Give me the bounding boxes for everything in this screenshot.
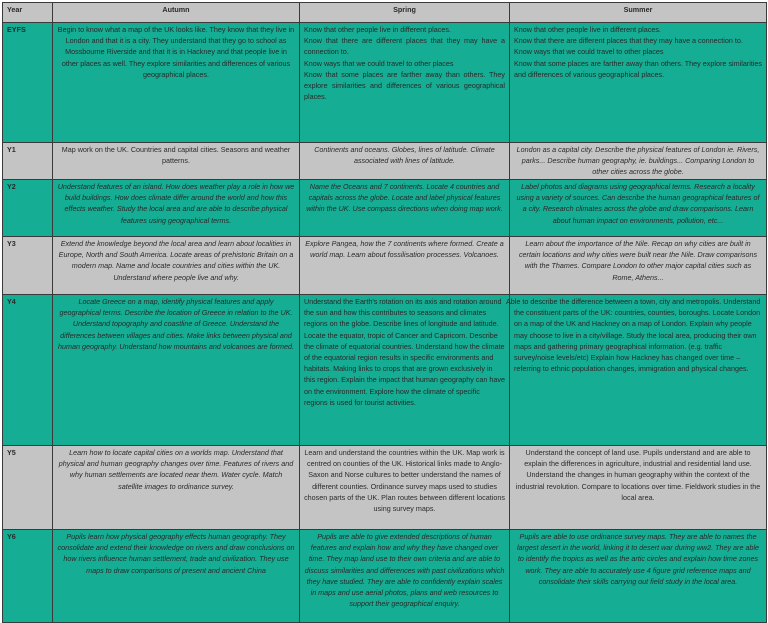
- spring-line: Know that some places are farther away than others. They explore similarities and differences of various geographical places.: [304, 69, 505, 102]
- autumn-cell: Extend the knowledge beyond the local area and learn about localities in Europe, North and South America. Locate areas of prehistoric Britain on a modern map. Name and locate countries and cities within the UK. Understand where people live and why.: [53, 237, 300, 295]
- year-label: Y5: [3, 446, 53, 530]
- year-label: Y6: [3, 530, 53, 623]
- year-label: Y3: [3, 237, 53, 295]
- spring-cell: Explore Pangea, how the 7 continents where formed. Create a world map. Learn about fossilisation processes. Volcanoes.: [300, 237, 510, 295]
- spring-line: Know ways that we could travel to other places: [304, 58, 454, 68]
- summer-line: Know that some places are farther away than others. They explore similarities and differences of various geographical places.: [514, 58, 762, 79]
- spring-cell: Continents and oceans. Globes, lines of latitude. Climate associated with lines of latitude.: [300, 143, 510, 180]
- spring-cell: Understand the Earth's rotation on its axis and rotation around the sun and how this contributes to seasons and climates regions on the globe. Describe lines of longitude and latitude. Locate the equator, tropic of Cancer and Capricorn. Describe the climate of equatorial countries. Understand how the climate of the equatorial region results in specific environments and habitats. Making links to crops that are grown exclusively in this region. Explain the impact that human geography can have on the environment. Explore how the climate of specific regions is used for tourist activities.: [300, 295, 510, 446]
- spring-cell: Learn and understand the countries within the UK. Map work is centred on counties of the UK. Historical links made to Anglo-Saxon and Norse cultures to better understand the names of different counties. Ordinance survey maps used to studies chosen parts of the UK. Plan routes between different locations using survey maps.: [300, 446, 510, 530]
- summer-cell: Pupils are able to use ordinance survey maps. They are able to names the largest desert in the world, linking it to desert war during ww2. They are able to identify the tropics as well as the artic circles and explain how time zones work. They are able to accurately use 4 figure grid reference maps and consolidate their skills carrying out field study in the local area.: [510, 530, 767, 623]
- autumn-cell: Locate Greece on a map, identify physical features and apply geographical terms. Describe the location of Greece in relation to the UK. Understand topography and coastline of Greece. Understand the differences between villages and cities. Make links between physical and human geography. Understand how mountains and volcanoes are formed.: [53, 295, 300, 446]
- table-row-y5: [3, 446, 767, 530]
- summer-line: Know that other people live in different places.: [514, 25, 661, 34]
- summer-cell: [510, 23, 767, 143]
- year-label: Y2: [3, 180, 53, 237]
- summer-line: Know ways that we could travel to other places: [514, 47, 664, 57]
- table-row-y6: [3, 530, 767, 623]
- autumn-cell: Begin to know what a map of the UK looks like. They know that they live in London and that it is a city. They understand that they go to school as Mossbourne Riverside and that it is in Hackney and that people live in other places as well. They explore similarities and differences of various geographical places.: [53, 23, 300, 143]
- spring-cell: [300, 23, 510, 143]
- autumn-cell: Learn how to locate capital cities on a worlds map. Understand that physical and human geography changes over time. Features of rivers and why human settlements are located near them. Water cycle. Match satellite images to ordinance survey.: [53, 446, 300, 530]
- year-label: Y4: [3, 295, 53, 446]
- spring-cell: Pupils are able to give extended descriptions of human features and explain how and why they have changed over time. They map land use to their own criteria and are able to discuss similarities and differences with past civilizations which they have studied. They are able to confidently explain scales in maps and use aerial photos, plans and web resources to support their geographical enquiry.: [300, 530, 510, 623]
- spring-cell: Name the Oceans and 7 continents. Locate 4 countries and capitals across the globe. Locate and label physical features within the UK. Use compass directions when doing map work.: [300, 180, 510, 237]
- spring-line: Know that there are different places that they may have a connection to.: [304, 36, 505, 57]
- geography-curriculum-table: [2, 2, 767, 623]
- table-row-y1: [3, 143, 767, 180]
- year-label: EYFS: [3, 23, 53, 143]
- summer-cell: London as a capital city. Describe the physical features of London ie. Rivers, parks... Describe human geography, ie. buildings... Comparing London to other cities across the globe.: [510, 143, 767, 180]
- header-row: [3, 3, 767, 23]
- summer-cell: Learn about the importance of the Nile. Recap on why cities are built in certain locations and why cities were built near the Nile. Draw comparisons with the Thames. Compare London to other major capital cities such as Rome, Athens...: [510, 237, 767, 295]
- autumn-cell: Understand features of an island. How does weather play a role in how we build buildings. How does climate differ around the world and how this effects weather. Study the local area and are able to describe physical features using geographical terms.: [53, 180, 300, 237]
- autumn-cell: Pupils learn how physical geography effects human geography. They consolidate and extend their knowledge on rivers and draw conclusions on how rivers influence human settlement, trade and civilization. They use maps to draw comparisons of present and ancient China: [53, 530, 300, 623]
- year-label: Y1: [3, 143, 53, 180]
- summer-cell: Able to describe the difference between a town, city and metropolis. Understand the constituent parts of the UK: countries, counties, boroughs. Locate London on a map of the UK and Hackney on a map of London. Explain why people may choose to live in a city/village. Study the local area, producing their own maps and gathering primary geographical information. (e.g. traffic survey/noise levels/etc) Explain how Hackney has changed over time – referring to ethnic population changes, immigration and physical changes.: [510, 295, 767, 446]
- table-row-eyfs: [3, 23, 767, 143]
- header-summer: Summer: [510, 3, 767, 23]
- header-spring: Spring: [300, 3, 510, 23]
- header-autumn: Autumn: [53, 3, 300, 23]
- table-row-y2: [3, 180, 767, 237]
- table-row-y4: [3, 295, 767, 446]
- header-year: Year: [3, 3, 53, 23]
- summer-cell: Label photos and diagrams using geographical terms. Research a locality using a variety of sources. Can describe the human geographical features of a city. Research climates across the globe and draw comparisons. Learn about human impact on environments, pollution, etc...: [510, 180, 767, 237]
- table-row-y3: [3, 237, 767, 295]
- summer-line: Know that there are different places that they may have a connection to.: [514, 36, 743, 46]
- autumn-cell: Map work on the UK. Countries and capital cities. Seasons and weather patterns.: [53, 143, 300, 180]
- spring-line: Know that other people live in different places.: [304, 25, 451, 34]
- summer-cell: Understand the concept of land use. Pupils understand and are able to explain the differences in agriculture, industrial and residential land use. Understand the changes in human geography within the context of the industrial revolution. Compare to locations over time. Fieldwork studies in the local area.: [510, 446, 767, 530]
